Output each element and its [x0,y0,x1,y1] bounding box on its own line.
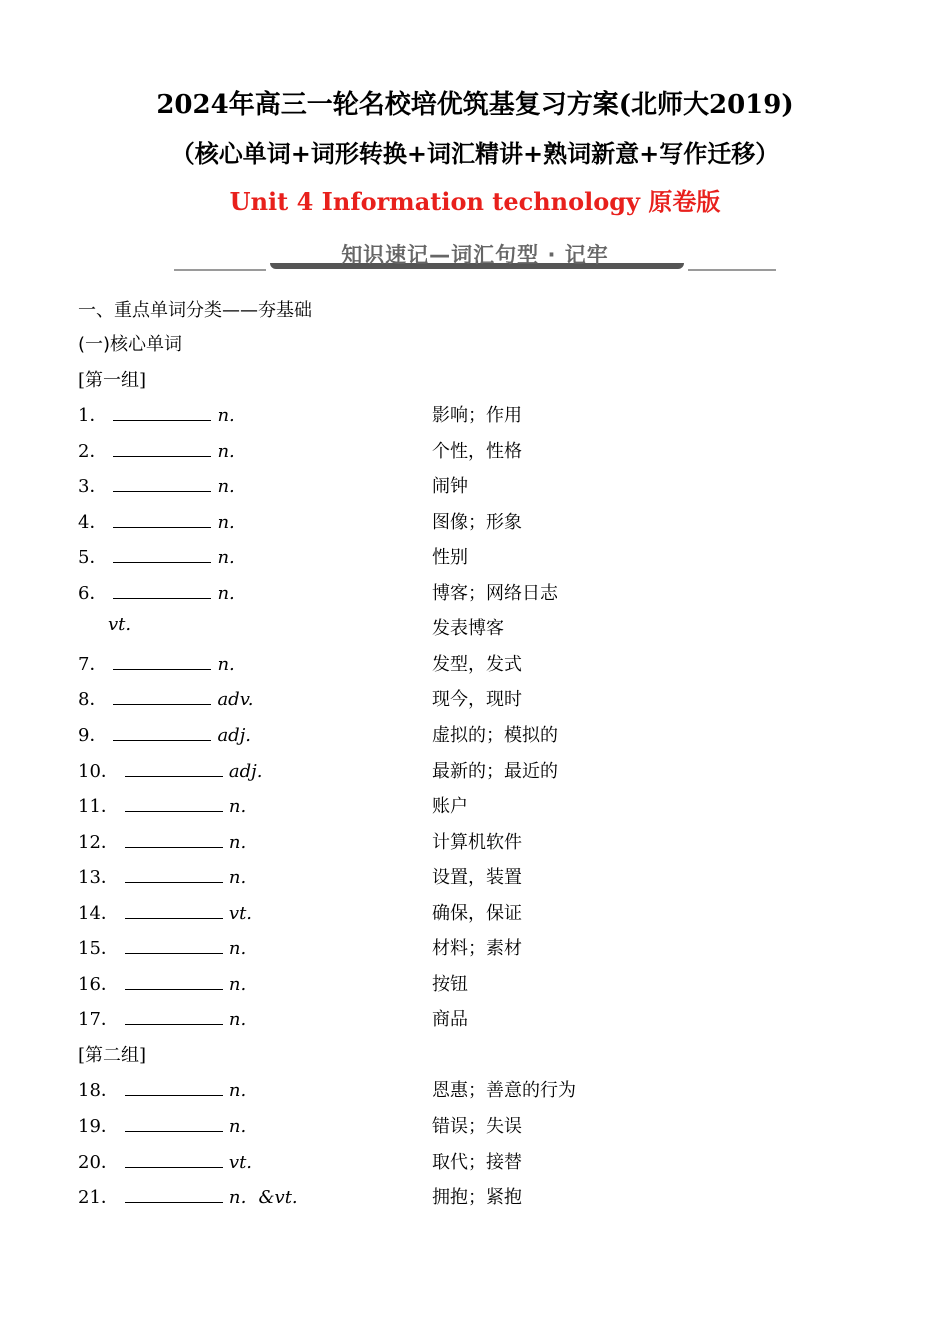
item-meaning: 账户 [432,796,468,818]
answer-blank[interactable] [125,797,223,812]
list-item [78,899,252,925]
answer-blank[interactable] [125,1117,223,1132]
item-number: 1． [78,405,108,426]
part-of-speech: n．&vt. [228,1187,298,1209]
group-label-1: [第一组] [78,370,147,391]
item-meaning: 博客；网络日志 [432,582,558,604]
list-item [78,650,235,676]
item-meaning: 计算机软件 [432,831,522,853]
item-number: 12． [78,831,119,853]
banner-line-right [688,269,776,271]
item-meaning: 按钮 [432,973,468,995]
item-number: 11． [78,796,119,818]
answer-blank[interactable] [125,833,223,848]
list-item [78,721,251,747]
answer-blank[interactable] [125,762,223,777]
part-of-speech: n. [228,973,247,995]
part-of-speech: n. [228,1116,247,1137]
item-number: 21． [78,1187,119,1209]
item-meaning: 发表博客 [432,618,504,640]
item-meaning: 拥抱；紧抱 [432,1187,522,1209]
part-of-speech: vt. [108,614,132,636]
answer-blank[interactable] [125,868,223,883]
list-item [78,1148,252,1174]
answer-blank[interactable] [125,904,223,919]
item-meaning: 个性，性格 [432,440,522,462]
item-meaning: 现今，现时 [432,689,522,711]
part-of-speech: adj. [228,760,263,782]
unit-title: Unit 4 Information technology 原卷版 [229,187,721,216]
part-of-speech: n. [217,405,235,426]
item-number: 18． [78,1080,119,1102]
section-banner [0,234,950,278]
answer-blank[interactable] [113,548,211,563]
subsection-heading: (一)核心单词 [78,334,183,355]
list-item [78,1112,246,1138]
item-meaning: 闹钟 [432,476,468,498]
part-of-speech: n. [217,476,235,498]
item-number: 5． [78,547,108,569]
list-item [78,863,246,889]
answer-blank[interactable] [113,726,211,741]
group-label-2: [第二组] [78,1044,147,1066]
part-of-speech: adv. [217,689,254,711]
item-number: 9． [78,724,108,746]
banner-text: 知识速记—词汇句型 · 记牢 [341,243,609,267]
item-meaning: 影响；作用 [432,405,522,426]
item-meaning: 材料；素材 [432,938,522,960]
answer-blank[interactable] [113,442,211,457]
answer-blank[interactable] [125,939,223,954]
item-meaning: 确保，保证 [432,902,522,924]
part-of-speech: n. [228,1080,247,1102]
part-of-speech: n. [217,440,235,462]
list-item [78,401,235,427]
part-of-speech: n. [228,938,247,960]
answer-blank[interactable] [113,513,211,528]
part-of-speech: n. [217,582,235,604]
list-item [78,472,235,498]
part-of-speech: vt. [228,902,253,924]
item-number: 16． [78,973,119,995]
list-item [78,685,253,711]
item-meaning: 设置，装置 [432,867,522,889]
item-number: 20． [78,1151,119,1173]
item-number: 10． [78,760,119,782]
item-number: 4． [78,511,108,533]
item-number: 17． [78,1009,119,1031]
part-of-speech: n. [217,547,235,569]
item-meaning: 虚拟的；模拟的 [432,724,558,746]
part-of-speech: n. [217,653,235,675]
item-number: 8． [78,689,108,711]
part-of-speech: n. [228,831,247,853]
banner-line-left [174,269,266,271]
item-number: 19． [78,1116,119,1137]
list-item [78,828,246,854]
item-number: 7． [78,653,108,675]
item-meaning: 图像；形象 [432,511,522,533]
answer-blank[interactable] [113,690,211,705]
list-item [78,1076,246,1102]
list-item [78,508,235,534]
answer-blank[interactable] [125,1010,223,1025]
answer-blank[interactable] [113,584,211,599]
item-meaning: 恩惠；善意的行为 [432,1080,576,1102]
item-meaning: 发型，发式 [432,653,522,675]
answer-blank[interactable] [113,406,211,421]
part-of-speech: n. [228,1009,247,1031]
item-number: 13． [78,867,119,889]
list-item [108,614,131,635]
document-title: 2024年高三一轮名校培优筑基复习方案(北师大2019) [156,90,794,120]
item-meaning: 性别 [432,547,468,569]
part-of-speech: adj. [217,724,252,746]
list-item [78,437,235,463]
answer-blank[interactable] [125,975,223,990]
list-item [78,543,235,569]
item-meaning: 最新的；最近的 [432,760,558,782]
section-heading: 一、重点单词分类——夯基础 [78,300,312,321]
list-item [78,970,246,996]
list-item [78,579,235,605]
part-of-speech: n. [228,796,247,818]
answer-blank[interactable] [125,1153,223,1168]
list-item [78,792,246,818]
part-of-speech: n. [217,511,235,533]
part-of-speech: vt. [228,1151,253,1173]
answer-blank[interactable] [125,1188,223,1203]
list-item [78,1183,298,1209]
answer-blank[interactable] [125,1081,223,1096]
answer-blank[interactable] [113,477,211,492]
list-item [78,1005,246,1031]
item-number: 6． [78,582,108,604]
item-number: 14． [78,902,119,924]
list-item [78,757,262,783]
document-subtitle: （核心单词+词形转换+词汇精讲+熟词新意+写作迁移） [170,139,780,168]
part-of-speech: n. [228,867,247,889]
item-number: 15． [78,938,119,960]
item-meaning: 取代；接替 [432,1151,522,1173]
item-meaning: 商品 [432,1009,468,1031]
item-number: 3． [78,476,108,498]
item-number: 2． [78,440,108,462]
answer-blank[interactable] [113,655,211,670]
list-item [78,934,246,960]
item-meaning: 错误；失误 [432,1116,522,1137]
